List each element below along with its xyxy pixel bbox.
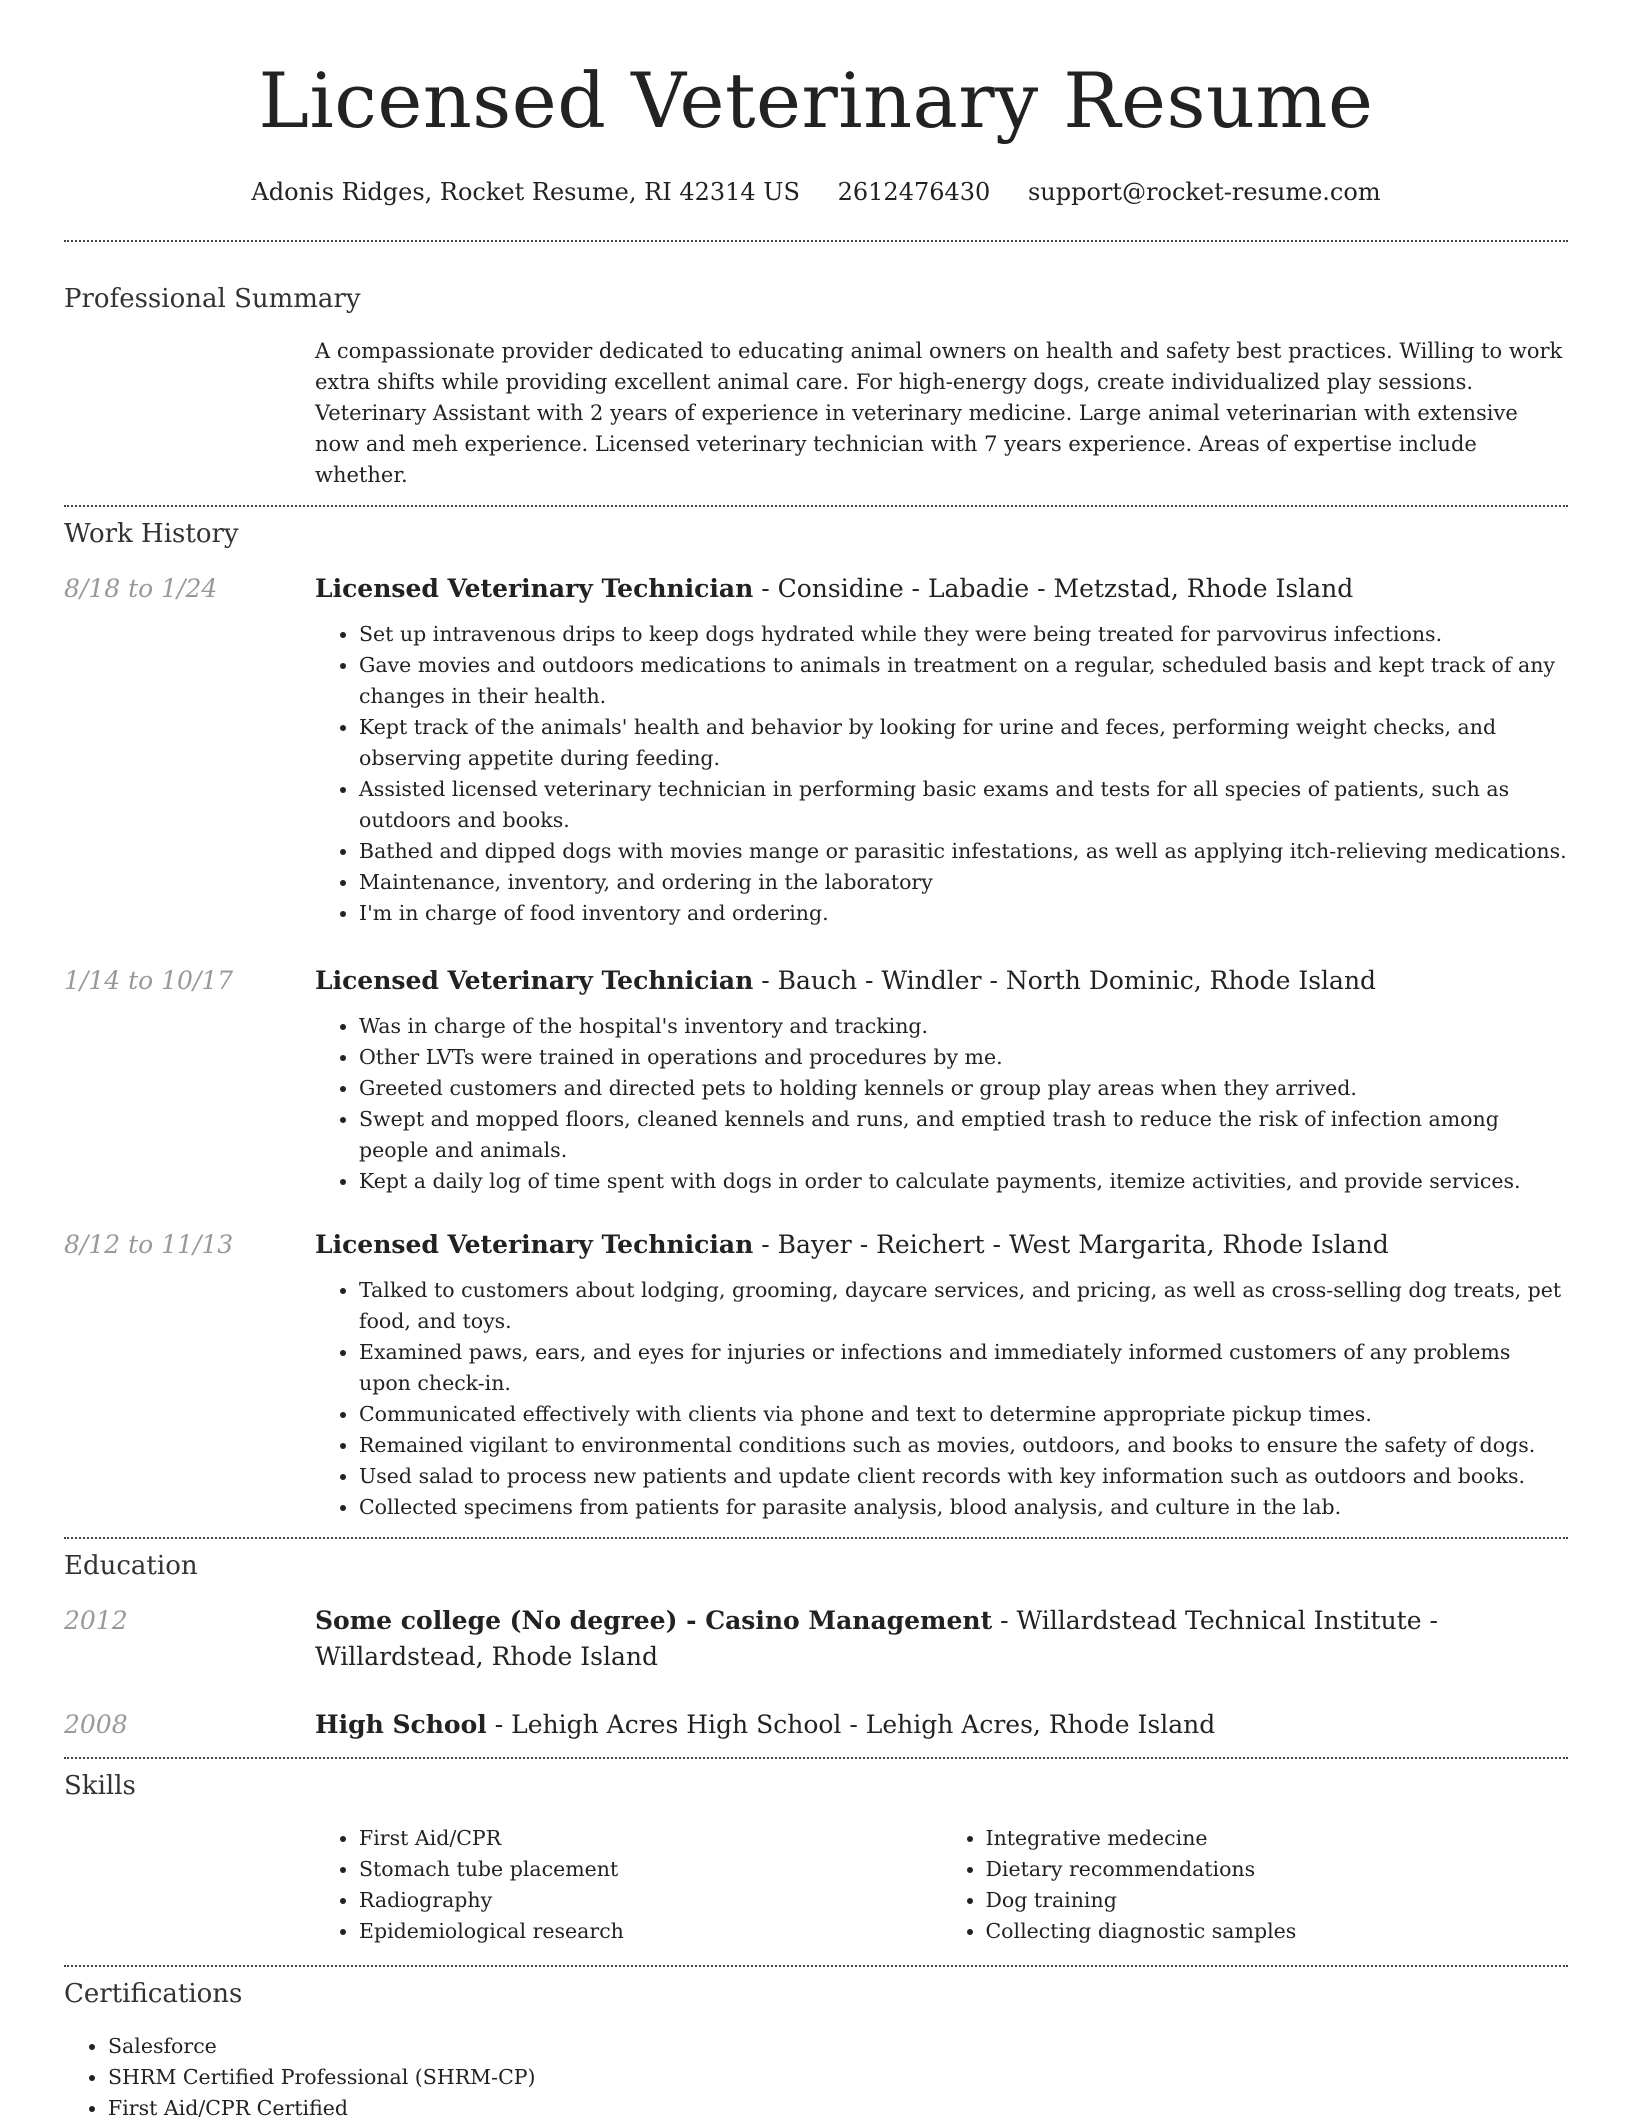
job-role: Licensed Veterinary Technician xyxy=(315,966,754,995)
skill-item: • Epidemiological research xyxy=(359,1916,942,1947)
job-entry xyxy=(64,571,1568,929)
contact-email: support@rocket-resume.com xyxy=(1027,178,1381,206)
skill-item: • First Aid/CPR xyxy=(359,1823,942,1854)
contact-address: Adonis Ridges, Rocket Resume, RI 42314 US xyxy=(251,178,800,206)
job-entry xyxy=(64,1227,1568,1523)
job-bullet: • Used salad to process new patients and update client records with key information such as outdoors and books. xyxy=(359,1461,1568,1492)
job-bullet: • Remained vigilant to environmental conditions such as movies, outdoors, and books to ensure the safety of dogs. xyxy=(359,1430,1568,1461)
education-degree: High School xyxy=(315,1710,487,1739)
job-bullet: • Communicated effectively with clients via phone and text to determine appropriate pickup times. xyxy=(359,1399,1568,1430)
job-bullet: • Assisted licensed veterinary technician in performing basic exams and tests for all species of patients, such as outdoors and books. xyxy=(359,774,1568,836)
certifications-heading: Certifications xyxy=(64,1979,243,2009)
education-school: - Willardstead Technical Institute - Willardstead, Rhode Island xyxy=(315,1606,1438,1671)
resume-title: Licensed Veterinary Resume xyxy=(258,56,1374,145)
skill-item: • Collecting diagnostic samples xyxy=(986,1916,1569,1947)
job-dates: 8/12 to 11/13 xyxy=(64,1230,234,1259)
skill-item: • Dog training xyxy=(986,1885,1569,1916)
education-year: 2008 xyxy=(64,1710,128,1739)
job-body xyxy=(315,1227,1568,1523)
summary-text: A compassionate provider dedicated to educating animal owners on health and safety best practices. Willing to work extra shifts while providing excellent animal care. For high-energy dogs, create individualized play sessions. Veterinary Assistant with 2 years of experience in veterinary medicine. Large animal veterinarian with extensive now and meh experience. Licensed veterinary technician with 7 years experience. Areas of expertise include whether. xyxy=(315,339,1563,487)
job-bullets xyxy=(315,1011,1568,1197)
job-employer: - Considine - Labadie - Metzstad, Rhode Island xyxy=(753,574,1354,603)
job-body xyxy=(315,571,1568,929)
education-details xyxy=(315,1603,1568,1675)
education-entry xyxy=(64,1707,1568,1743)
divider xyxy=(64,1537,1568,1539)
skills-column-left xyxy=(315,1823,942,1947)
skill-item: • Dietary recommendations xyxy=(986,1854,1569,1885)
job-bullet: • Talked to customers about lodging, grooming, daycare services, and pricing, as well as cross-selling dog treats, pet food, and toys. xyxy=(359,1275,1568,1337)
skill-item: • Stomach tube placement xyxy=(359,1854,942,1885)
divider xyxy=(64,1965,1568,1967)
job-body xyxy=(315,963,1568,1197)
job-dates: 8/18 to 1/24 xyxy=(64,574,218,603)
job-bullet: • Examined paws, ears, and eyes for injuries or infections and immediately informed customers of any problems upon check-in. xyxy=(359,1337,1568,1399)
job-bullets xyxy=(315,619,1568,929)
skills-list xyxy=(315,1823,1568,1947)
job-bullet: • Gave movies and outdoors medications to animals in treatment on a regular, scheduled basis and kept track of any changes in their health. xyxy=(359,650,1568,712)
certification-item: • Salesforce xyxy=(108,2031,1568,2062)
job-bullet: • Was in charge of the hospital's inventory and tracking. xyxy=(359,1011,1568,1042)
job-header xyxy=(315,1227,1568,1263)
skill-item: • Radiography xyxy=(359,1885,942,1916)
job-bullet: • I'm in charge of food inventory and ordering. xyxy=(359,898,1568,929)
education-entry xyxy=(64,1603,1568,1675)
job-header xyxy=(315,571,1568,607)
job-role: Licensed Veterinary Technician xyxy=(315,574,754,603)
education-year: 2012 xyxy=(64,1606,128,1635)
certifications-list xyxy=(64,2031,1568,2124)
job-bullets xyxy=(315,1275,1568,1523)
education-degree: Some college (No degree) - Casino Management xyxy=(315,1606,993,1635)
skills-heading: Skills xyxy=(64,1771,136,1801)
job-employer: - Bauch - Windler - North Dominic, Rhode Island xyxy=(753,966,1377,995)
skills-column-right xyxy=(942,1823,1569,1947)
job-bullet: • Collected specimens from patients for parasite analysis, blood analysis, and culture in the lab. xyxy=(359,1492,1568,1523)
job-bullet: • Kept track of the animals' health and behavior by looking for urine and feces, performing weight checks, and observing appetite during feeding. xyxy=(359,712,1568,774)
education-heading: Education xyxy=(64,1551,198,1581)
contact-phone: 2612476430 xyxy=(837,178,991,206)
divider xyxy=(64,240,1568,242)
job-header xyxy=(315,963,1568,999)
resume-page xyxy=(64,0,1568,2124)
job-bullet: • Greeted customers and directed pets to holding kennels or group play areas when they arrived. xyxy=(359,1073,1568,1104)
job-bullet: • Kept a daily log of time spent with dogs in order to calculate payments, itemize activities, and provide services. xyxy=(359,1166,1568,1197)
divider xyxy=(64,505,1568,507)
skill-item: • Integrative medecine xyxy=(986,1823,1569,1854)
education-details xyxy=(315,1707,1568,1743)
divider xyxy=(64,1757,1568,1759)
job-role: Licensed Veterinary Technician xyxy=(315,1230,754,1259)
job-bullet: • Bathed and dipped dogs with movies mange or parasitic infestations, as well as applying itch-relieving medications. xyxy=(359,836,1568,867)
job-bullet: • Set up intravenous drips to keep dogs hydrated while they were being treated for parvovirus infections. xyxy=(359,619,1568,650)
certification-item: • SHRM Certified Professional (SHRM-CP) xyxy=(108,2062,1568,2093)
contact-line xyxy=(64,176,1568,208)
job-entry xyxy=(64,963,1568,1197)
education-school: - Lehigh Acres High School - Lehigh Acres, Rhode Island xyxy=(486,1710,1216,1739)
certification-item: • First Aid/CPR Certified xyxy=(108,2093,1568,2124)
work-history-heading: Work History xyxy=(64,519,239,549)
job-dates: 1/14 to 10/17 xyxy=(64,966,234,995)
summary-heading: Professional Summary xyxy=(64,284,361,314)
job-bullet: • Other LVTs were trained in operations and procedures by me. xyxy=(359,1042,1568,1073)
job-bullet: • Maintenance, inventory, and ordering in the laboratory xyxy=(359,867,1568,898)
job-bullet: • Swept and mopped floors, cleaned kennels and runs, and emptied trash to reduce the risk of infection among people and animals. xyxy=(359,1104,1568,1166)
job-employer: - Bayer - Reichert - West Margarita, Rhode Island xyxy=(753,1230,1389,1259)
